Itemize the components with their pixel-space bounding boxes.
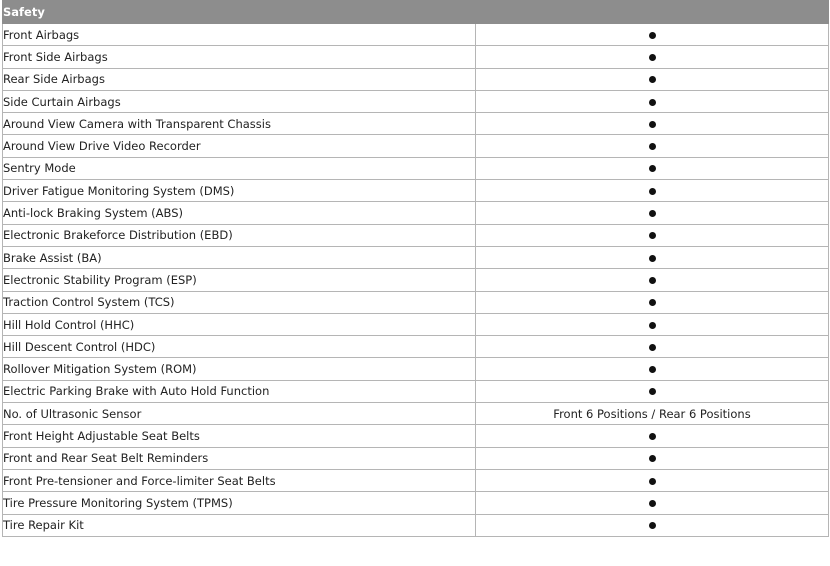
feature-name: Front Pre-tensioner and Force-limiter Seat Belts (3, 469, 476, 491)
table-row (3, 380, 829, 402)
availability-cell (476, 469, 829, 491)
availability-cell (476, 202, 829, 224)
table-row (3, 135, 829, 157)
standard-dot-icon (649, 388, 656, 395)
feature-name: Sentry Mode (3, 157, 476, 179)
safety-spec-table (2, 0, 829, 537)
table-row (3, 68, 829, 90)
table-row (3, 514, 829, 536)
availability-cell (476, 269, 829, 291)
availability-cell (476, 135, 829, 157)
table-row (3, 447, 829, 469)
standard-dot-icon (649, 255, 656, 262)
table-row (3, 469, 829, 491)
table-row (3, 202, 829, 224)
availability-cell (476, 46, 829, 68)
standard-dot-icon (649, 522, 656, 529)
availability-cell (476, 425, 829, 447)
standard-dot-icon (649, 299, 656, 306)
availability-cell (476, 380, 829, 402)
feature-name: Anti-lock Braking System (ABS) (3, 202, 476, 224)
feature-name: Side Curtain Airbags (3, 90, 476, 112)
feature-name: Hill Descent Control (HDC) (3, 336, 476, 358)
feature-name: Tire Pressure Monitoring System (TPMS) (3, 492, 476, 514)
table-row (3, 246, 829, 268)
standard-dot-icon (649, 500, 656, 507)
table-row (3, 24, 829, 46)
standard-dot-icon (649, 121, 656, 128)
table-row (3, 224, 829, 246)
availability-cell (476, 336, 829, 358)
feature-name: Around View Camera with Transparent Chassis (3, 113, 476, 135)
feature-name: No. of Ultrasonic Sensor (3, 403, 476, 425)
availability-cell (476, 313, 829, 335)
feature-name: Electronic Stability Program (ESP) (3, 269, 476, 291)
table-row (3, 90, 829, 112)
standard-dot-icon (649, 210, 656, 217)
availability-cell (476, 291, 829, 313)
standard-dot-icon (649, 433, 656, 440)
feature-name: Rear Side Airbags (3, 68, 476, 90)
availability-cell (476, 90, 829, 112)
standard-dot-icon (649, 32, 656, 39)
availability-cell (476, 447, 829, 469)
feature-name: Hill Hold Control (HHC) (3, 313, 476, 335)
table-row (3, 180, 829, 202)
standard-dot-icon (649, 165, 656, 172)
feature-name: Front Height Adjustable Seat Belts (3, 425, 476, 447)
table-row (3, 336, 829, 358)
standard-dot-icon (649, 143, 656, 150)
feature-name: Driver Fatigue Monitoring System (DMS) (3, 180, 476, 202)
availability-cell (476, 180, 829, 202)
standard-dot-icon (649, 322, 656, 329)
table-row (3, 313, 829, 335)
table-row (3, 113, 829, 135)
section-title: Safety (3, 1, 476, 24)
availability-cell (476, 224, 829, 246)
section-header-empty-cell (476, 1, 829, 24)
section-header-row (3, 1, 829, 24)
availability-cell (476, 514, 829, 536)
feature-name: Around View Drive Video Recorder (3, 135, 476, 157)
availability-cell (476, 358, 829, 380)
feature-name: Front Side Airbags (3, 46, 476, 68)
feature-name: Electronic Brakeforce Distribution (EBD) (3, 224, 476, 246)
table-row (3, 492, 829, 514)
table-row (3, 425, 829, 447)
spec-table-body (3, 1, 829, 537)
table-row (3, 403, 829, 425)
availability-cell (476, 113, 829, 135)
table-row (3, 358, 829, 380)
feature-name: Brake Assist (BA) (3, 246, 476, 268)
availability-cell (476, 24, 829, 46)
feature-name: Traction Control System (TCS) (3, 291, 476, 313)
standard-dot-icon (649, 455, 656, 462)
standard-dot-icon (649, 478, 656, 485)
feature-name: Rollover Mitigation System (ROM) (3, 358, 476, 380)
table-row (3, 269, 829, 291)
standard-dot-icon (649, 344, 656, 351)
standard-dot-icon (649, 277, 656, 284)
standard-dot-icon (649, 188, 656, 195)
availability-cell (476, 492, 829, 514)
standard-dot-icon (649, 76, 656, 83)
standard-dot-icon (649, 366, 656, 373)
feature-name: Front Airbags (3, 24, 476, 46)
standard-dot-icon (649, 54, 656, 61)
feature-name: Front and Rear Seat Belt Reminders (3, 447, 476, 469)
table-row (3, 46, 829, 68)
standard-dot-icon (649, 99, 656, 106)
availability-cell (476, 157, 829, 179)
table-row (3, 291, 829, 313)
feature-name: Electric Parking Brake with Auto Hold Function (3, 380, 476, 402)
feature-value: Front 6 Positions / Rear 6 Positions (476, 403, 829, 425)
feature-name: Tire Repair Kit (3, 514, 476, 536)
standard-dot-icon (649, 232, 656, 239)
availability-cell (476, 246, 829, 268)
table-row (3, 157, 829, 179)
availability-cell (476, 68, 829, 90)
